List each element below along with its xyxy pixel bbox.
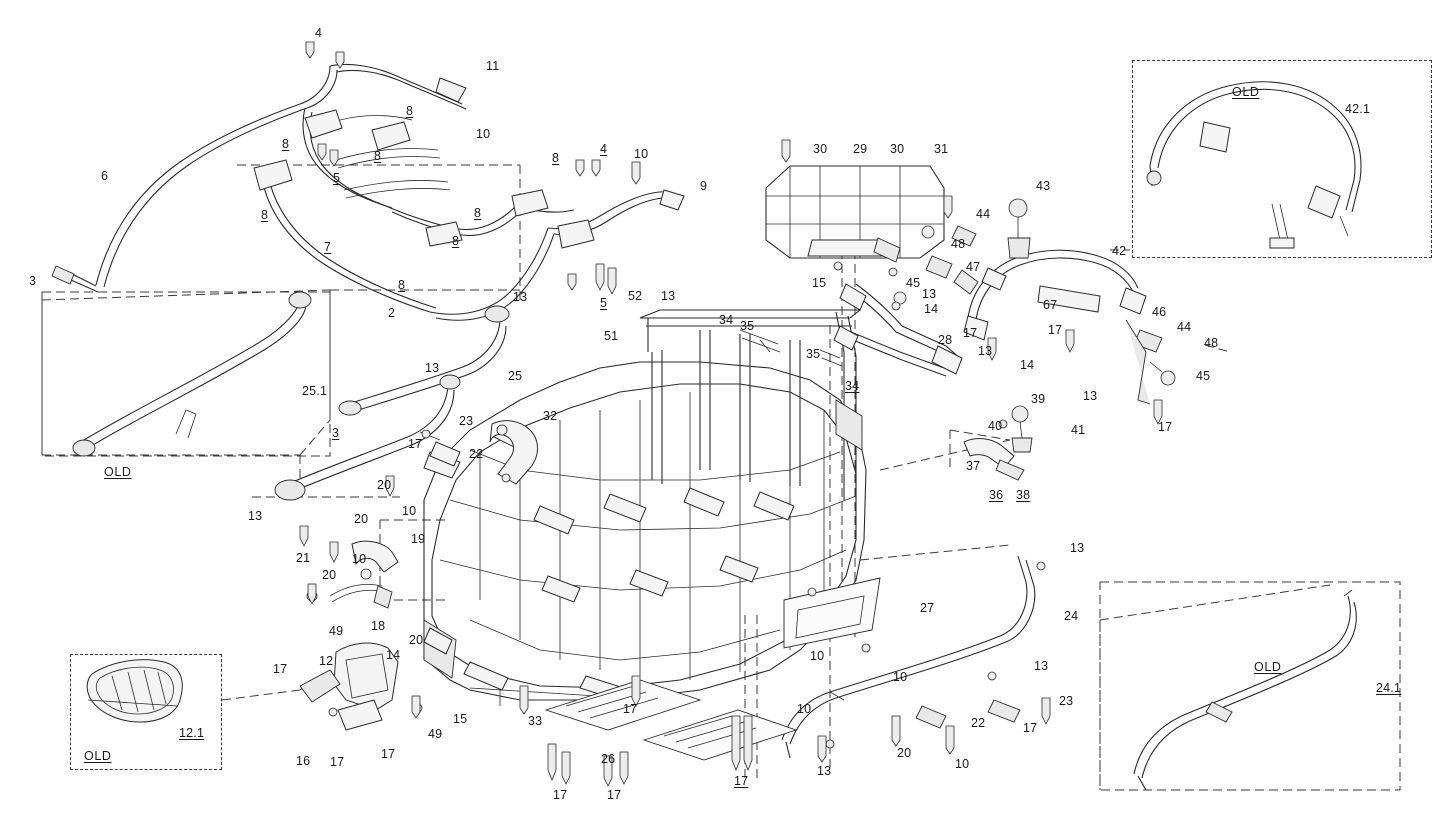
callout-28: 28 (938, 333, 953, 347)
callout-25: 25 (508, 369, 523, 383)
callout-39: 39 (1031, 392, 1046, 406)
callout-10: 10 (955, 757, 970, 771)
callout-27: 27 (920, 601, 935, 615)
callout-10: 10 (352, 552, 367, 566)
callout-45: 45 (1196, 369, 1211, 383)
callout-16: 16 (296, 754, 311, 768)
callout-5: 5 (600, 296, 608, 310)
callout-10: 10 (810, 649, 825, 663)
callout-17: 17 (1023, 721, 1038, 735)
inset-old-label-25-1: OLD (104, 465, 132, 479)
callout-8: 8 (261, 208, 269, 222)
callout-13: 13 (513, 290, 528, 304)
callout-22: 22 (469, 447, 484, 461)
callout-32: 32 (543, 409, 558, 423)
callout-42-1: 42.1 (1345, 102, 1371, 116)
callout-20: 20 (322, 568, 337, 582)
callout-2: 2 (388, 306, 396, 320)
callout-10: 10 (402, 504, 417, 518)
callout-4: 4 (600, 142, 608, 156)
callout-17: 17 (381, 747, 396, 761)
callout-35: 35 (806, 347, 821, 361)
callout-25-1: 25.1 (302, 384, 328, 398)
callout-21: 21 (296, 551, 311, 565)
callout-9: 9 (700, 179, 708, 193)
callout-17: 17 (330, 755, 345, 769)
callout-23: 23 (459, 414, 474, 428)
callout-24: 24 (1064, 609, 1079, 623)
callout-3: 3 (332, 426, 340, 440)
callout-12-1: 12.1 (179, 726, 205, 740)
callout-34: 34 (845, 379, 860, 393)
callout-10: 10 (634, 147, 649, 161)
inset-old-label-12-1: OLD (84, 749, 112, 763)
callout-13: 13 (978, 344, 993, 358)
callout-20: 20 (377, 478, 392, 492)
callout-45: 45 (906, 276, 921, 290)
callout-13: 13 (817, 764, 832, 778)
callout-15: 15 (812, 276, 827, 290)
callout-10: 10 (893, 670, 908, 684)
callout-10: 10 (797, 702, 812, 716)
callout-42: 42 (1112, 244, 1127, 258)
callout-13: 13 (922, 287, 937, 301)
callout-8: 8 (282, 137, 290, 151)
callout-20: 20 (409, 633, 424, 647)
callout-14: 14 (924, 302, 939, 316)
callout-17: 17 (734, 774, 749, 788)
callout-20: 20 (354, 512, 369, 526)
callout-31: 31 (934, 142, 949, 156)
callout-15: 15 (453, 712, 468, 726)
callout-20: 20 (897, 746, 912, 760)
callout-12: 12 (319, 654, 334, 668)
callout-5: 5 (333, 171, 341, 185)
callout-51: 51 (604, 329, 619, 343)
callout-47: 47 (966, 260, 981, 274)
callout-38: 38 (1016, 488, 1031, 502)
callout-6: 6 (101, 169, 109, 183)
callout-34: 34 (719, 313, 734, 327)
callout-17: 17 (408, 437, 423, 451)
callout-17: 17 (1158, 420, 1173, 434)
callout-36: 36 (989, 488, 1004, 502)
callout-30: 30 (890, 142, 905, 156)
callout-13: 13 (1083, 389, 1098, 403)
callout-13: 13 (661, 289, 676, 303)
callout-17: 17 (623, 702, 638, 716)
callout-4: 4 (315, 26, 323, 40)
callout-8: 8 (374, 149, 382, 163)
callout-44: 44 (976, 207, 991, 221)
callout-35: 35 (740, 319, 755, 333)
callout-23: 23 (1059, 694, 1074, 708)
inset-old-label-24-1: OLD (1254, 660, 1282, 674)
callout-13: 13 (1034, 659, 1049, 673)
callout-14: 14 (386, 648, 401, 662)
callout-48: 48 (951, 237, 966, 251)
callout-19: 19 (411, 532, 426, 546)
callout-41: 41 (1071, 423, 1086, 437)
callout-13: 13 (1070, 541, 1085, 555)
callout-37: 37 (966, 459, 981, 473)
callout-11: 11 (486, 59, 500, 73)
callout-49: 49 (329, 624, 344, 638)
callout-17: 17 (963, 326, 978, 340)
callout-22: 22 (971, 716, 986, 730)
callout-26: 26 (601, 752, 616, 766)
callout-8: 8 (452, 234, 460, 248)
callout-8: 8 (398, 278, 406, 292)
callout-17: 17 (607, 788, 622, 802)
callout-18: 18 (371, 619, 386, 633)
callout-17: 17 (1048, 323, 1063, 337)
inset-old-label-42-1: OLD (1232, 85, 1260, 99)
callout-8: 8 (552, 151, 560, 165)
callout-49: 49 (428, 727, 443, 741)
callout-52: 52 (628, 289, 643, 303)
callout-30: 30 (813, 142, 828, 156)
callout-8: 8 (474, 206, 482, 220)
callout-7: 7 (324, 240, 332, 254)
callout-43: 43 (1036, 179, 1051, 193)
callout-10: 10 (476, 127, 491, 141)
callout-67: 67 (1043, 298, 1058, 312)
callout-33: 33 (528, 714, 543, 728)
callout-40: 40 (988, 419, 1003, 433)
callout-17: 17 (553, 788, 568, 802)
callout-29: 29 (853, 142, 868, 156)
callout-3: 3 (29, 274, 37, 288)
callout-46: 46 (1152, 305, 1167, 319)
callout-24-1: 24.1 (1376, 681, 1402, 695)
callout-44: 44 (1177, 320, 1192, 334)
callout-13: 13 (425, 361, 440, 375)
callout-48: 48 (1204, 336, 1219, 350)
callout-8: 8 (406, 104, 414, 118)
callout-13: 13 (248, 509, 263, 523)
callout-14: 14 (1020, 358, 1035, 372)
callout-17: 17 (273, 662, 288, 676)
